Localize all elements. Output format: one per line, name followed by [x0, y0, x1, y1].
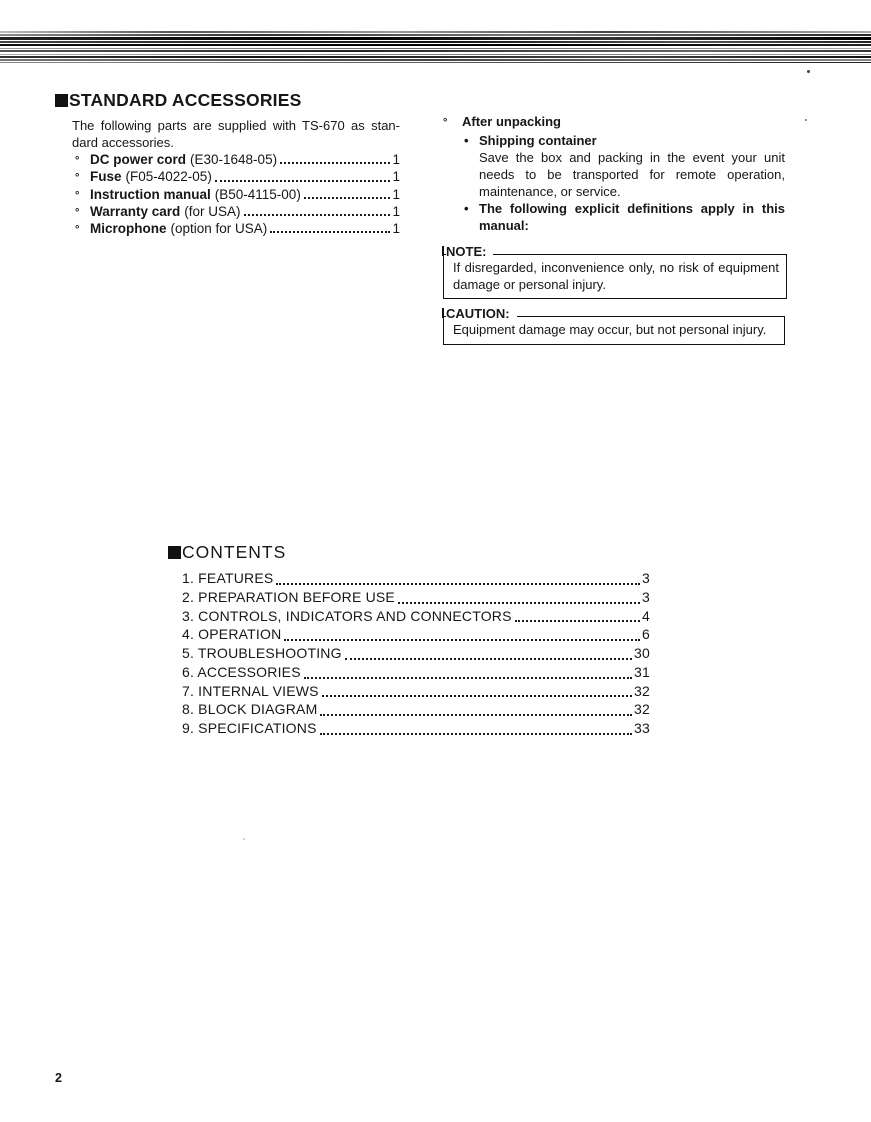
toc-page-number: 32	[634, 682, 650, 699]
toc-entry	[182, 608, 650, 627]
toc-entry	[182, 645, 650, 664]
note-body	[453, 260, 779, 293]
note-box-tick	[442, 246, 444, 256]
toc-entry	[182, 570, 650, 589]
dot-leader	[270, 231, 390, 233]
accessory-qty: 1	[392, 203, 400, 219]
accessory-item	[75, 203, 400, 220]
intro-line: dard accessories.	[72, 135, 174, 150]
toc-entry	[182, 720, 650, 739]
toc-entry	[182, 589, 650, 608]
accessory-item	[75, 151, 400, 168]
after-unpacking-title: After unpacking	[462, 114, 561, 129]
definitions-bullet	[443, 200, 785, 234]
dot-leader	[320, 714, 632, 716]
toc-page-number: 32	[634, 701, 650, 718]
degree-marker-icon: °	[443, 117, 448, 129]
section-title: STANDARD ACCESSORIES	[69, 90, 302, 110]
dot-leader	[515, 620, 640, 622]
note-line: If disregarded, inconvenience only, no risk of equipment	[453, 260, 779, 275]
contents-title: CONTENTS	[182, 542, 287, 562]
note-label: NOTE:	[446, 245, 493, 258]
dot-leader	[215, 180, 391, 182]
dot-leader	[398, 602, 640, 604]
toc-page-number: 4	[642, 607, 650, 624]
section-square-icon	[168, 546, 181, 559]
accessory-name: Microphone	[90, 221, 167, 237]
toc-page-number: 3	[642, 588, 650, 605]
accessory-item	[75, 168, 400, 185]
toc-entry-label: 7. INTERNAL VIEWS	[182, 682, 319, 699]
dot-leader	[284, 639, 640, 641]
toc-entry-label: 8. BLOCK DIAGRAM	[182, 701, 318, 718]
accessory-name: Instruction manual	[90, 186, 211, 202]
toc-entry-label: 3. CONTROLS, INDICATORS AND CONNECTORS	[182, 607, 512, 624]
dot-leader	[320, 733, 632, 735]
body-line: Save the box and packing in the event your unit	[479, 150, 785, 165]
dot-leader	[304, 197, 391, 199]
shipping-container-body	[479, 149, 785, 200]
decorative-header-band	[0, 31, 871, 63]
accessory-detail: (for USA)	[184, 203, 241, 219]
toc-entry-label: 4. OPERATION	[182, 626, 282, 643]
caution-label: CAUTION:	[446, 307, 517, 320]
dot-leader	[276, 583, 640, 585]
section-square-icon	[55, 94, 68, 107]
accessory-qty: 1	[392, 169, 400, 185]
dot-leader	[322, 695, 632, 697]
definitions-text	[479, 200, 785, 234]
body-line: The following explicit definitions apply in this	[479, 201, 785, 216]
degree-marker-icon: °	[75, 172, 80, 185]
toc-entry-label: 1. FEATURES	[182, 570, 274, 586]
scan-speck	[805, 119, 807, 121]
toc-page-number: 30	[634, 645, 650, 661]
accessory-name: Warranty card	[90, 203, 181, 219]
accessory-name: Fuse	[90, 169, 122, 185]
toc-page-number: 3	[642, 570, 650, 586]
note-box	[443, 244, 787, 299]
scan-speck	[243, 838, 245, 840]
accessory-item	[75, 220, 400, 237]
accessory-detail: (option for USA)	[170, 221, 268, 237]
dot-leader	[304, 677, 632, 679]
standard-accessories-section	[55, 92, 400, 237]
standard-accessories-heading	[55, 92, 400, 109]
toc-entry	[182, 683, 650, 702]
dot-leader	[280, 162, 390, 164]
degree-marker-icon: °	[75, 189, 80, 202]
body-line: manual:	[479, 218, 529, 233]
toc-entry-label: 5. TROUBLESHOOTING	[182, 645, 342, 661]
accessory-detail: (F05-4022-05)	[125, 169, 212, 185]
toc-page-number: 33	[634, 720, 650, 736]
accessory-qty: 1	[392, 152, 400, 167]
accessory-qty: 1	[392, 221, 400, 237]
toc-page-number: 6	[642, 626, 650, 643]
caution-body	[453, 322, 777, 339]
after-unpacking-heading	[443, 113, 785, 132]
contents-heading	[168, 542, 650, 563]
contents-list	[168, 570, 650, 739]
shipping-container-bullet	[443, 132, 785, 149]
accessory-detail: (E30-1648-05)	[190, 152, 278, 167]
degree-marker-icon: °	[75, 155, 80, 167]
accessory-name: DC power cord	[90, 152, 187, 167]
toc-entry-label: 2. PREPARATION BEFORE USE	[182, 588, 395, 605]
accessories-intro	[72, 117, 400, 151]
bullet-icon: •	[464, 133, 469, 148]
scan-speck	[807, 70, 810, 73]
toc-entry	[182, 664, 650, 683]
body-line: maintenance, or service.	[479, 184, 621, 199]
after-unpacking-section	[443, 113, 785, 345]
toc-entry-label: 6. ACCESSORIES	[182, 663, 301, 680]
dot-leader	[345, 658, 632, 660]
accessory-detail: (B50-4115-00)	[214, 186, 301, 202]
page-number: 2	[55, 1071, 62, 1085]
caution-line: Equipment damage may occur, but not personal injury.	[453, 322, 767, 337]
degree-marker-icon: °	[75, 224, 80, 237]
accessory-item	[75, 186, 400, 203]
degree-marker-icon: °	[75, 206, 80, 219]
accessory-qty: 1	[392, 186, 400, 202]
accessories-list	[55, 151, 400, 237]
bullet-icon: •	[464, 201, 469, 216]
note-line: damage or personal injury.	[453, 276, 606, 292]
toc-entry-label: 9. SPECIFICATIONS	[182, 720, 317, 736]
caution-box-tick	[442, 308, 444, 318]
intro-line: The following parts are supplied with TS-670 as stan-	[72, 118, 400, 133]
caution-box	[443, 306, 785, 345]
dot-leader	[244, 214, 391, 216]
toc-entry	[182, 701, 650, 720]
body-line: needs to be transported for remote operation,	[479, 167, 785, 182]
contents-section	[168, 542, 650, 739]
toc-entry	[182, 626, 650, 645]
shipping-container-title: Shipping container	[479, 133, 597, 148]
toc-page-number: 31	[634, 663, 650, 680]
